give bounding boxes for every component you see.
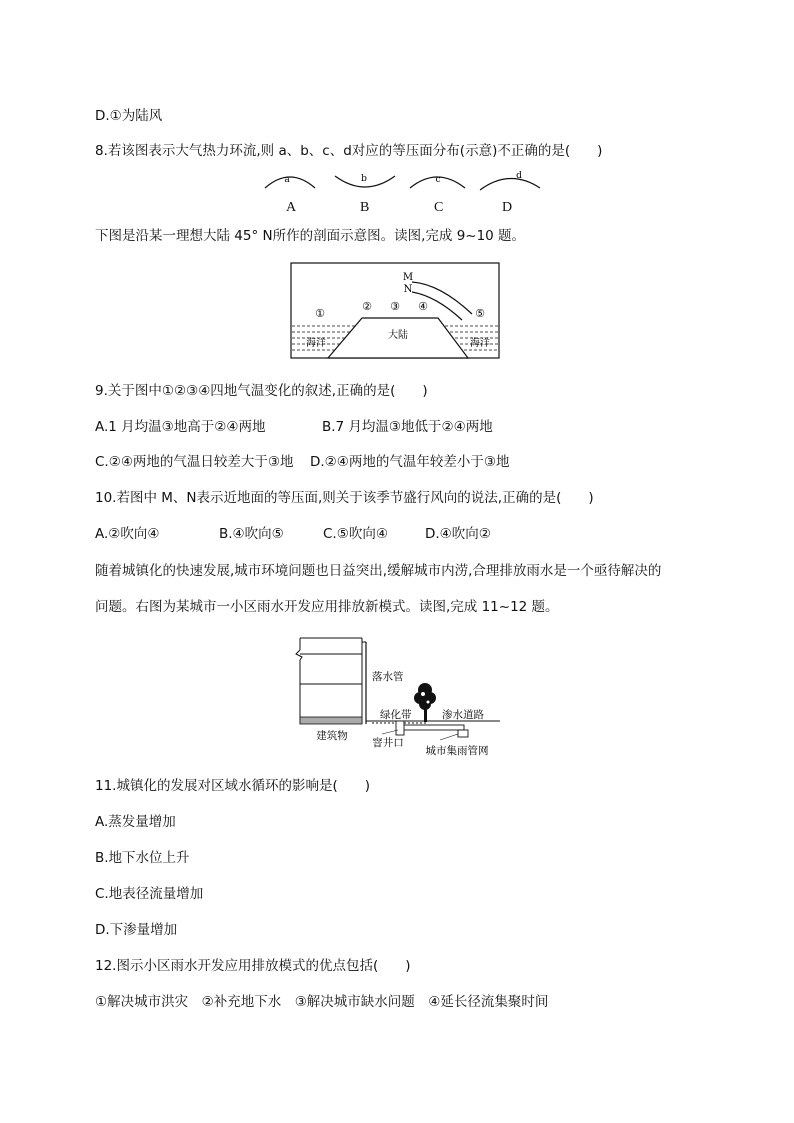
q8-option-a-label: A — [286, 200, 297, 215]
rainwater-system-figure — [292, 632, 507, 758]
q9-option-c: C.②④两地的气温日较差大于③地 — [95, 454, 294, 470]
question-8: 8.若该图表示大气热力环流,则 a、b、c、d对应的等压面分布(示意)不正确的是( ) — [95, 143, 603, 159]
label-permeable-road: 渗水道路 — [442, 709, 484, 721]
q9-option-a: A.1 月均温③地高于②④两地 — [95, 419, 266, 435]
collector-box — [458, 730, 468, 737]
question-9: 9.关于图中①②③④四地气温变化的叙述,正确的是( ) — [95, 383, 428, 399]
intro-9-10: 下图是沿某一理想大陆 45° N所作的剖面示意图。读图,完成 9~10 题。 — [95, 228, 526, 244]
q11-option-d: D.下渗量增加 — [95, 922, 178, 938]
question-11: 11.城镇化的发展对区域水循环的影响是( ) — [95, 778, 371, 794]
continent-profile-figure — [290, 262, 502, 360]
point-4: ④ — [418, 300, 428, 313]
point-1: ① — [315, 307, 325, 320]
building-foundation — [300, 717, 362, 724]
curve-label-a: a — [284, 175, 290, 185]
isobar-label-n: N — [403, 284, 413, 295]
tree-icon — [414, 683, 436, 722]
isobar-label-m: M — [402, 272, 414, 283]
question-12: 12.图示小区雨水开发应用排放模式的优点包括( ) — [95, 958, 411, 974]
q8-option-d-label: D — [502, 200, 513, 215]
q9-option-b: B.7 月均温③地低于②④两地 — [322, 419, 493, 435]
q12-statements: ①解决城市洪灾 ②补充地下水 ③解决城市缺水问题 ④延长径流集聚时间 — [95, 994, 549, 1010]
land-label: 大陆 — [388, 330, 408, 341]
question-10: 10.若图中 M、N表示近地面的等压面,则关于该季节盛行风向的说法,正确的是( ) — [95, 490, 594, 506]
curve-label-b: b — [361, 174, 367, 184]
curve-label-c: c — [435, 175, 441, 185]
prev-option-d: D.①为陆风 — [95, 108, 163, 124]
point-5: ⑤ — [475, 307, 485, 320]
label-catch-basin: 窨井口 — [372, 737, 404, 749]
q10-option-b: B.④吹向⑤ — [219, 526, 284, 542]
q11-option-c: C.地表径流量增加 — [95, 886, 204, 902]
q8-option-c-label: C — [434, 200, 444, 215]
q10-option-d: D.④吹向② — [425, 526, 491, 542]
ocean-right-label: 海洋 — [470, 338, 490, 349]
label-downpipe: 落水管 — [372, 671, 404, 683]
q8-option-b-label: B — [360, 200, 370, 215]
q10-option-c: C.⑤吹向④ — [323, 526, 388, 542]
sewer-pipe — [398, 725, 464, 730]
building — [296, 638, 362, 724]
curve-d — [480, 178, 540, 190]
catch-basin-box — [396, 721, 404, 735]
point-2: ② — [362, 300, 372, 313]
label-green-belt: 绿化带 — [380, 709, 412, 721]
curve-label-d: d — [516, 171, 522, 181]
ocean-left-label: 海洋 — [306, 338, 326, 349]
curve-a — [265, 177, 315, 188]
intro-11-12-part1: 随着城镇化的快速发展,城市环境问题也日益突出,缓解城市内涝,合理排放雨水是一个亟待解决的 — [95, 563, 662, 579]
intro-11-12-part2: 问题。右图为某城市一小区雨水开发应用排放新模式。读图,完成 11~12 题。 — [95, 599, 559, 615]
q11-option-a: A.蒸发量增加 — [95, 814, 176, 830]
q11-option-b: B.地下水位上升 — [95, 850, 190, 866]
label-building: 建筑物 — [316, 730, 348, 742]
label-sewer-network: 城市集雨管网 — [425, 745, 489, 757]
point-3: ③ — [390, 300, 400, 313]
q10-option-a: A.②吹向④ — [95, 526, 160, 542]
q9-option-d: D.②④两地的气温年较差小于③地 — [310, 454, 510, 470]
